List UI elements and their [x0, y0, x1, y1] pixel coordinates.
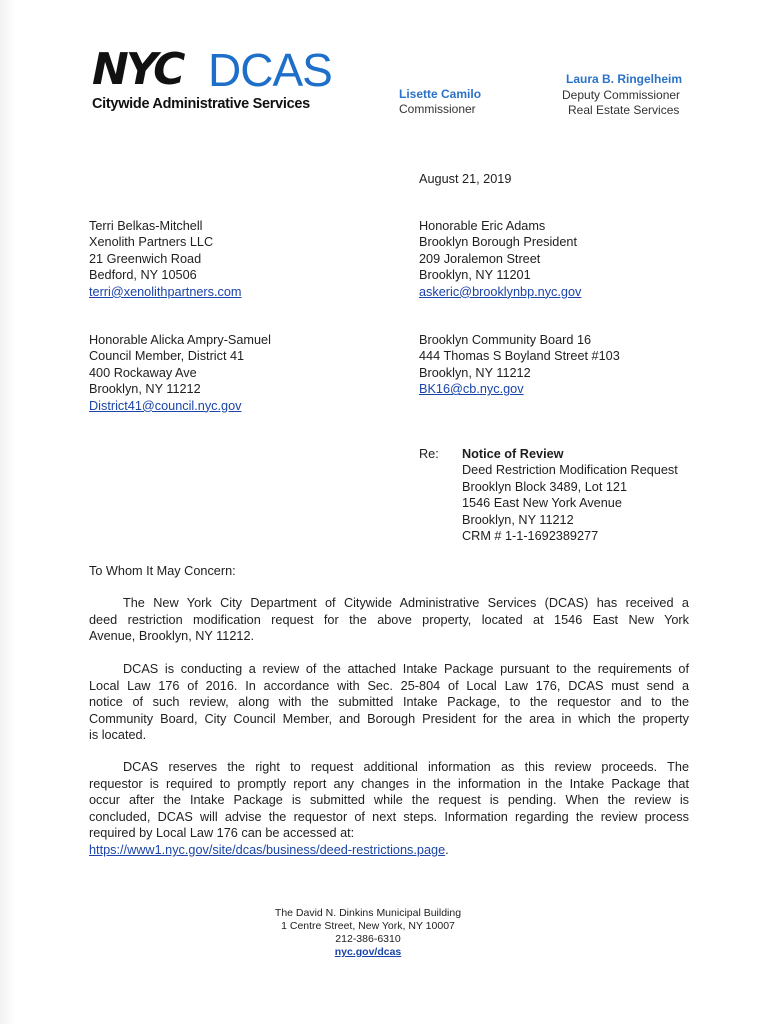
body-paragraph-2 — [89, 661, 689, 744]
re-title: Notice of Review — [462, 447, 564, 461]
paragraph-line: DCAS reserves the right to request additional information as this review proceeds. The — [123, 760, 689, 774]
recipient-email-link[interactable]: askeric@brooklynbp.nyc.gov — [419, 284, 582, 299]
deputy-name: Laura B. Ringelheim — [566, 72, 683, 86]
recipient-line: Brooklyn Community Board 16 — [419, 333, 592, 347]
paragraph-line: Community Board, City Council Member, and Borough President for the area in which the property — [89, 711, 689, 726]
recipient-email-link[interactable]: District41@council.nyc.gov — [89, 398, 242, 413]
recipient-line: 444 Thomas S Boyland Street #103 — [419, 349, 620, 364]
paragraph-line: Local Law 176 of 2016. In accordance with Sec. 25-804 of Local Law 176, DCAS must send a — [89, 678, 689, 693]
paragraph-line: The New York City Department of Citywide Administrative Services (DCAS) has received a — [123, 596, 689, 610]
recipient-line: Brooklyn, NY 11212 — [89, 382, 201, 397]
nyc-logo: NYC — [92, 44, 183, 95]
recipient-line: 209 Joralemon Street — [419, 251, 541, 266]
commissioner-title: Commissioner — [399, 102, 476, 116]
paragraph-line: occur after the Intake Package is submitted while the request is pending. When the review is — [89, 793, 689, 808]
re-line: Deed Restriction Modification Request — [462, 463, 678, 478]
recipient-community-board-16 — [419, 332, 620, 398]
recipient-line: Honorable Eric Adams — [419, 219, 546, 233]
recipient-line: Brooklyn, NY 11201 — [419, 268, 531, 283]
dcas-logo: DCAS — [208, 44, 332, 96]
recipient-line: Terri Belkas-Mitchell — [89, 219, 203, 233]
body-paragraph-3 — [89, 759, 689, 859]
recipient-eric-adams — [419, 218, 581, 300]
re-line: CRM # 1-1-1692389277 — [462, 529, 599, 544]
logo-subtitle: Citywide Administrative Services — [92, 96, 310, 112]
paragraph-line: required by Local Law 176 can be accessed at: — [89, 826, 355, 841]
recipient-terri-belkas-mitchell — [89, 218, 242, 300]
page-edge-shadow — [0, 0, 16, 1024]
footer-phone: 212-386-6310 — [335, 933, 401, 945]
link-period: . — [445, 842, 449, 857]
deed-restrictions-link[interactable]: https://www1.nyc.gov/site/dcas/business/deed-restrictions.page — [89, 842, 446, 857]
footer-web-link[interactable]: nyc.gov/dcas — [334, 946, 402, 958]
paragraph-line: Avenue, Brooklyn, NY 11212. — [89, 629, 255, 644]
re-line: Brooklyn Block 3489, Lot 121 — [462, 479, 628, 494]
recipient-line: Council Member, District 41 — [89, 349, 245, 364]
deputy-title-2: Real Estate Services — [568, 103, 680, 117]
recipient-line: Brooklyn Borough President — [419, 235, 577, 250]
paragraph-line: DCAS is conducting a review of the attached Intake Package pursuant to the requirements of — [123, 662, 689, 676]
re-line: Brooklyn, NY 11212 — [462, 512, 574, 527]
footer — [200, 907, 536, 959]
deputy-title-1: Deputy Commissioner — [562, 88, 681, 102]
recipient-line: Xenolith Partners LLC — [89, 235, 214, 250]
body-paragraph-1 — [89, 595, 689, 645]
recipient-line: Brooklyn, NY 11212 — [419, 365, 531, 380]
recipient-alicka-ampry-samuel — [89, 332, 271, 414]
paragraph-link-line — [89, 842, 689, 859]
footer-building: The David N. Dinkins Municipal Building — [274, 907, 462, 919]
recipient-line: 21 Greenwich Road — [89, 251, 202, 266]
paragraph-line: is located. — [89, 728, 147, 743]
re-label: Re: — [419, 447, 439, 461]
paragraph-line: requestor is required to promptly report any changes in the information in the Intake Package that — [89, 776, 689, 791]
recipient-line: Honorable Alicka Ampry-Samuel — [89, 333, 271, 347]
salutation: To Whom It May Concern: — [89, 564, 236, 578]
re-line: 1546 East New York Avenue — [462, 496, 622, 511]
recipient-email-link[interactable]: BK16@cb.nyc.gov — [419, 382, 524, 397]
recipient-line: 400 Rockaway Ave — [89, 365, 197, 380]
commissioner-name: Lisette Camilo — [399, 87, 482, 101]
paragraph-line: concluded, DCAS will advise the requestor of next steps. Information regarding the review process — [89, 809, 689, 824]
recipient-line: Bedford, NY 10506 — [89, 268, 197, 283]
footer-address: 1 Centre Street, New York, NY 10007 — [281, 920, 455, 932]
letter-date: August 21, 2019 — [419, 172, 512, 186]
paragraph-line: notice of such review, along with the submitted Intake Package, to the requestor and to the — [89, 695, 689, 710]
paragraph-line: deed restriction modification request for the above property, located at 1546 East New York — [89, 612, 689, 627]
recipient-email-link[interactable]: terri@xenolithpartners.com — [89, 284, 242, 299]
re-subject-block — [462, 446, 678, 544]
